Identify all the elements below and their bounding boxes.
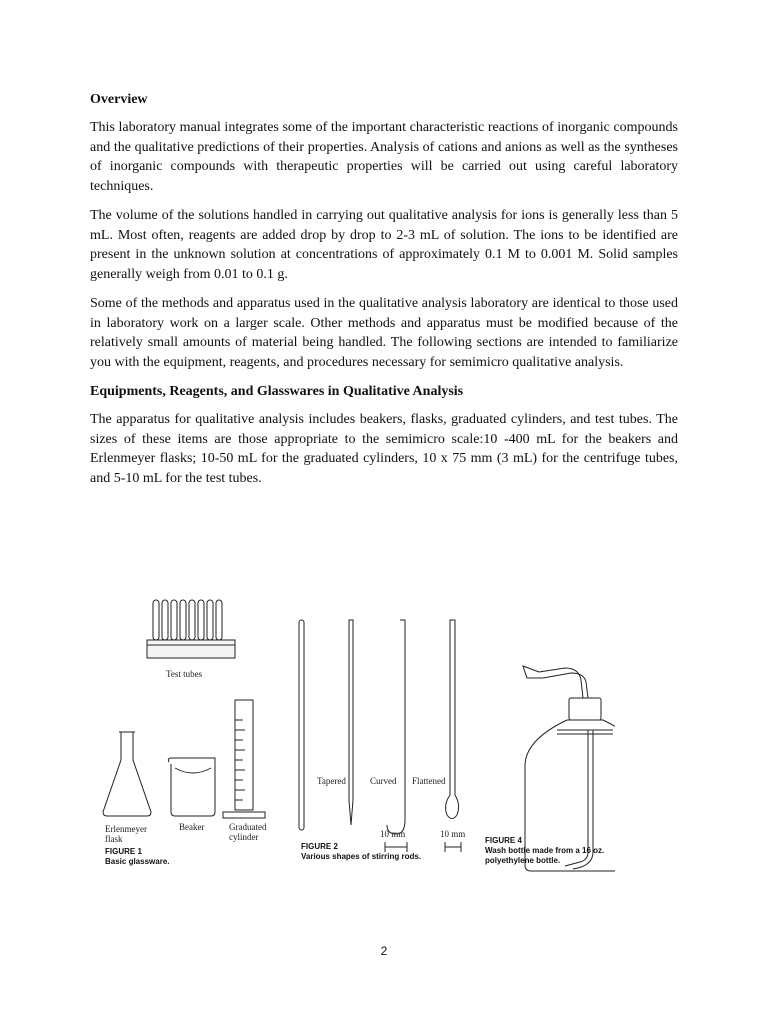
stirring-rods: [299, 620, 461, 852]
figure2-number: FIGURE 2: [301, 842, 338, 851]
paragraph-equipment: The apparatus for qualitative analysis includes beakers, flasks, graduated cylinders, and test tubes. The sizes of these items are those appropriate to the semimicro scale:10 -400 mL for the beakers and Erlenmeyer flasks; 10-50 mL for the graduated cylinders, 10 x 75 mm (3 mL) for the centrifuge tubes, and 5-10 mL for the test tubes.: [90, 412, 678, 486]
figure1-number: FIGURE 1: [105, 847, 142, 856]
label-graduated: Graduated: [229, 822, 267, 832]
paragraph-3: Some of the methods and apparatus used in the qualitative analysis laboratory are identical to those used in laboratory work on a larger scale. Other methods and apparatus must be modified because of the relatively small amounts of material being handled. The following sections are intended to familiarize you with the equipment, reagents, and procedures necessary for semimicro qualitative analysis.: [90, 296, 678, 370]
beaker: [168, 758, 215, 816]
label-dim-flattened: 10 mm: [440, 829, 466, 839]
figure4-caption-line1: Wash bottle made from a 16 oz.: [485, 846, 605, 855]
glassware-drawing: [95, 590, 615, 880]
erlenmeyer-flask: [103, 732, 151, 816]
label-tapered: Tapered: [317, 776, 346, 786]
test-tube-rack: [147, 600, 235, 658]
figures-illustration: [95, 590, 615, 880]
figure2-caption: Various shapes of stirring rods.: [301, 852, 422, 861]
page-body: [90, 90, 678, 498]
heading-equipment: Equipments, Reagents, and Glasswares in Qualitative Analysis: [90, 384, 464, 399]
label-flask: flask: [105, 834, 123, 844]
page-number: 2: [380, 944, 388, 958]
label-flattened: Flattened: [412, 776, 446, 786]
label-test-tubes: Test tubes: [166, 669, 203, 679]
label-dim-curved: 10 mm: [380, 829, 406, 839]
label-erlenmeyer: Erlenmeyer: [105, 824, 147, 834]
figure4-caption-line2: polyethylene bottle.: [485, 856, 561, 865]
graduated-cylinder: [223, 700, 265, 818]
figure4-number: FIGURE 4: [485, 836, 522, 845]
wash-bottle: [523, 666, 615, 871]
paragraph-2: The volume of the solutions handled in carrying out qualitative analysis for ions is generally less than 5 mL. Most often, reagents are added drop by drop to 2-3 mL of solution. The ions to be identified are present in the unknown solution at concentrations of approximately 0.1 M to 0.001 M. Solid samples generally weigh from 0.01 to 0.1 g.: [90, 208, 678, 282]
label-curved: Curved: [370, 776, 397, 786]
label-beaker: Beaker: [179, 822, 205, 832]
label-cylinder: cylinder: [229, 832, 259, 842]
heading-overview: Overview: [90, 92, 148, 107]
paragraph-1: This laboratory manual integrates some of the important characteristic reactions of inorganic compounds and the qualitative predictions of their properties. Analysis of cations and anions as well as the syntheses of inorganic compounds with therapeutic properties will be carried out using careful laboratory techniques.: [90, 120, 678, 194]
figure1-caption: Basic glassware.: [105, 857, 170, 866]
